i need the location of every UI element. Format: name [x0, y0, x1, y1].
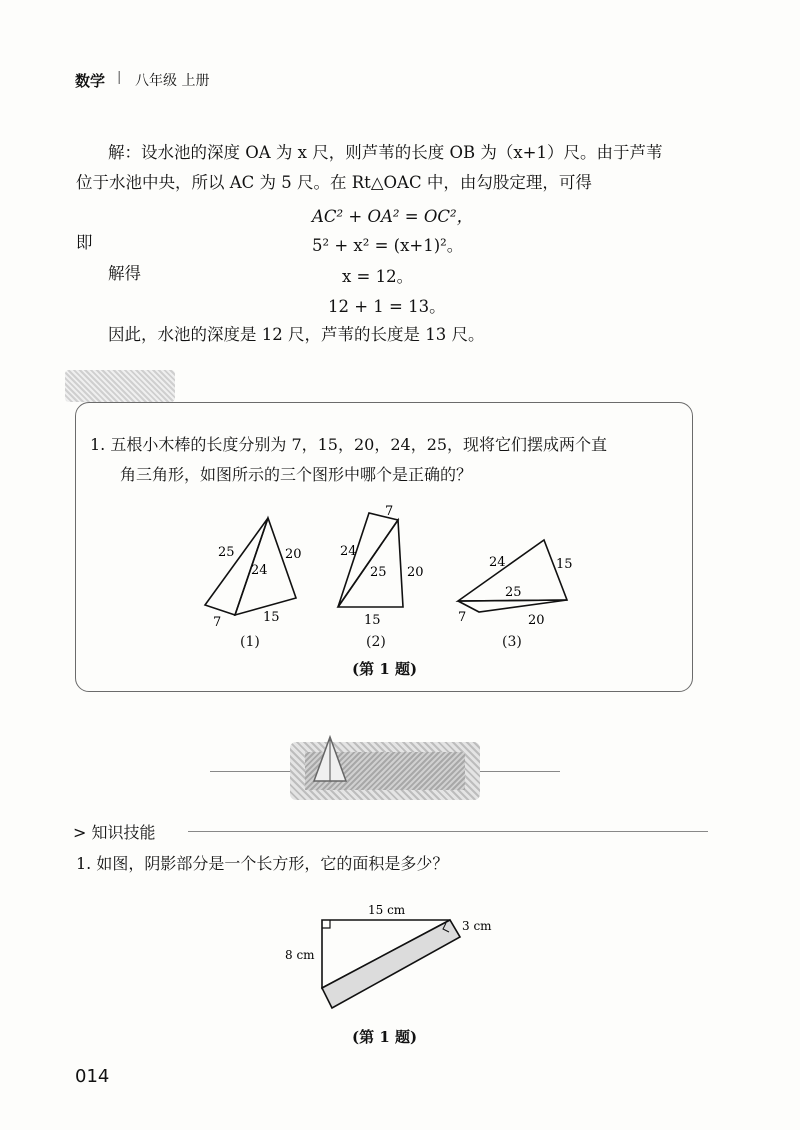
exercise-line-1: 1. 五根小木棒的长度分别为 7，15，20，24，25，现将它们摆成两个直: [90, 435, 608, 454]
fig-caption-1: (1): [240, 634, 260, 650]
problem-caption: (第 1 题): [352, 1028, 418, 1046]
f1-label-7: 7: [213, 615, 222, 630]
equation-2: 5² + x² = (x+1)²。: [312, 236, 464, 255]
equation-3: x = 12。: [342, 267, 414, 286]
fig-caption-2: (2): [366, 634, 386, 650]
label-15cm: 15 cm: [368, 903, 406, 917]
jiede-label: 解得: [108, 264, 141, 283]
grade-label: 八年级 上册: [135, 73, 210, 89]
f2-label-25: 25: [370, 565, 387, 580]
f2-label-7: 7: [385, 504, 394, 519]
label-3cm: 3 cm: [462, 919, 492, 933]
equation-4: 12 + 1 = 13。: [328, 297, 446, 316]
subject-title: 数学: [75, 72, 106, 90]
equation-1: AC² + OA² = OC²，: [312, 207, 474, 226]
f3-label-15: 15: [556, 557, 573, 572]
f1-label-20: 20: [285, 547, 302, 562]
exercise-line-2: 角三角形，如图所示的三个图形中哪个是正确的？: [120, 465, 473, 484]
section-heading: > 知识技能: [73, 823, 156, 842]
f3-label-7: 7: [458, 610, 467, 625]
f1-label-24: 24: [251, 563, 268, 578]
f2-label-20: 20: [407, 565, 424, 580]
fig-caption-3: (3): [502, 634, 522, 650]
solution-conclusion: 因此，水池的深度是 12 尺，芦苇的长度是 13 尺。: [108, 325, 485, 344]
header-separator: |: [117, 70, 122, 85]
solution-line-2: 位于水池中央，所以 AC 为 5 尺。在 Rt△OAC 中，由勾股定理，可得: [76, 173, 592, 192]
f3-label-24: 24: [489, 555, 506, 570]
problem-line-1: 1. 如图，阴影部分是一个长方形，它的面积是多少？: [76, 854, 449, 873]
f1-label-15: 15: [263, 610, 280, 625]
f2-label-24: 24: [340, 544, 357, 559]
exercise-caption: (第 1 题): [352, 660, 418, 678]
right-angle-mark: [322, 920, 330, 928]
f3-label-20: 20: [528, 613, 545, 628]
label-8cm: 8 cm: [285, 948, 315, 962]
f3-label-25: 25: [505, 585, 522, 600]
shaded-rectangle: [322, 920, 460, 1008]
f1-label-25: 25: [218, 545, 235, 560]
ji-label: 即: [76, 233, 93, 252]
solution-line-1: 解：设水池的深度 OA 为 x 尺，则芦苇的长度 OB 为（x+1）尺。由于芦苇: [108, 143, 663, 162]
f2-label-15: 15: [364, 613, 381, 628]
page-number: 014: [75, 1066, 110, 1087]
